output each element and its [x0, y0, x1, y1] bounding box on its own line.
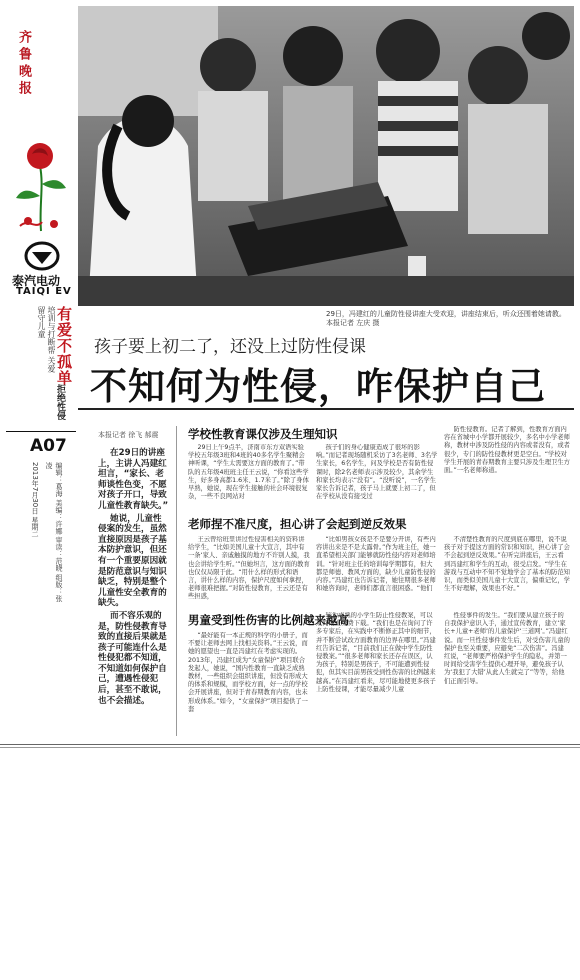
- section-body: 较为成熟的小学生防止性侵教案，可以从网络上免费下载。“我们也是在询问了许多专家后，在实践中不断修正其中的细节，并不断尝试改方面教育的边界在哪里。”冯建红告诉记者，“目前我们正在做中学生防性侵教案。”“很多老师和家长还存在误区，认为孩子，特别是男孩子，不可能遭到性侵犯，但其实目前男孩受到性伤害的比例越来越高。”在冯建红看来，尽可能地使更多孩子上防性侵课，才能尽量减少儿童: [316, 612, 436, 693]
- lead-column: [98, 448, 170, 708]
- column-divider: [176, 426, 177, 736]
- rose-icon: [6, 126, 76, 236]
- sponsor-logo-icon: [12, 238, 72, 274]
- column-title: 有爱不孤单: [55, 306, 73, 386]
- rail-divider: [6, 431, 76, 432]
- article-headline: 不知何为性侵，咋保护自己: [90, 365, 546, 408]
- photo-illustration: [78, 6, 574, 306]
- section-body: “最好能有一本正规的科学的小册子，而不要让老师去网上找相关资料。”王云说，而她的愿望也一直是冯建红在考虑实现的。2013年，冯建红成为“女童保护”项目联合发起人，她说，“国内性教育一直缺乏成熟教材，一些组织会组织讲座，但没有形成大的体系和规模，而学校方面，好一点的学校会开展讲座，但对于青春期教育内容，也未形成体系。”如今，“女童保护”项目提供了一套: [188, 632, 308, 713]
- column-tag: 拒绝性侵: [55, 384, 65, 420]
- page-bottom-rule: [0, 744, 580, 745]
- column-description: 培训与打断帮 关爱留守儿童: [37, 306, 56, 373]
- lead-paragraph: 她说，儿童性侵案的发生，虽然直接原因是孩子基本防护意识，但还有一个重要原因就是防范意识与知识缺乏，特别是整个儿童性安全教育的缺失。: [98, 513, 167, 609]
- section-body: 29日上午9点半，济南市东方双语实验学校五年级3班和4班的40多名学生聚精会神听课，“学生太需要这方面的教育了。”带队的五年级4班班主任王云说，“你看这些学生，好多身高都1.6米、1.7米了。”除了身体早熟，她说，现在学生接触的社会环境很复杂，一些不良网站对: [188, 444, 309, 501]
- sponsor-name-en: TAIQI EV: [16, 286, 72, 297]
- lead-paragraph: 在29日的讲座上，主讲人冯建红坦言，“家长、老师谈性色变，不愿对孩子开口，导致儿童性教育缺失。”: [98, 448, 169, 511]
- section-title: 男童受到性伤害的比例越来越高: [188, 613, 349, 627]
- section-body: 性侵事件的发生。“我们要从建立孩子的自我保护意识入手，通过宣传教育，建立‘家长+儿童+老师’的儿童保护‘三道网’。”冯建红说。而一旦性侵事件发生后，对受伤害儿童的保护也至关重要，应避免“二次伤害”。冯建红说，“老师要严格保护学生的隐私，并第一时间给受害学生提供心理开导，避免孩子认为‘我犯了大错’从此人生就完了”等等，给他们正面引导。: [444, 612, 570, 685]
- section-body: 孩子们的身心健康造成了很坏的影响。”而记者现场随机采访了3名老师、3名学生家长，6名学生，问及学校是否有防性侵课时，除2名老师表示涉及较少，其余学生和家长均表示“没有”。“没听说”，一名学生家长告诉记者，孩子马上就要上初二了，但在学校从没有接受过: [316, 444, 438, 501]
- section-body: 防性侵教育。记者了解到，性教育方面内容在省城中小学都开展较少，多名中小学老师称，教材中涉及防性侵的内容或者没有，或者很少，专门的防性侵教材更是空白。“学校对学生开展的青春期教育主要只涉及生理卫生方面。”一名老师称道。: [444, 426, 570, 475]
- section-title: 学校性教育课仅涉及生理知识: [188, 427, 338, 441]
- section-title: 老师捏不准尺度，担心讲了会起到逆反效果: [188, 517, 407, 531]
- newspaper-page: [6, 6, 574, 742]
- date-line: 2013年7月30日 星期二: [31, 462, 39, 538]
- news-photo: [78, 6, 574, 306]
- page-bottom-rule: [0, 747, 580, 748]
- lead-paragraph: 而不容乐观的是，防性侵教育导致的直接后果就是孩子可能连什么是性侵犯都不知道，不知道如何保护自己，遭遇性侵犯后，甚至不敢说，也不会描述。: [98, 610, 167, 706]
- paper-name: 齐鲁晚报: [16, 30, 31, 98]
- photo-caption: 29日，冯建红的儿童防性侵讲座大受欢迎，讲座结束后，听众还围着她请教。 本报记者 左庆 摄: [326, 310, 566, 327]
- article-kicker: 孩子要上初二了，还没上过防性侵课: [94, 337, 366, 357]
- section-body: 不清楚性教育的尺度到底在哪里，说不说孩子对于提这方面的常识和知识，担心讲了会不会起到逆反效果。”在听完讲座后，王云看到冯建红和学生的互动，很受启发。“学生在游戏与互动中不知不觉地学会了基本的防范知识，而类似美国儿童十大宣言，偏重记忆，学生不好理解，效果也不好。”: [444, 536, 570, 593]
- left-rail: [6, 6, 76, 742]
- staff-line: 编辑：葛海 美编：许娜 审读：范晓 组版：张凌: [45, 462, 63, 602]
- headline-rule: [78, 408, 574, 410]
- article-byline: 本报记者 徐飞 郝震: [98, 431, 159, 439]
- section-body: 王云曾给班里讲过性侵害相关的资料讲给学生，“比如美国儿童十大宣言，其中有一条‘家人、亲戚触摸的地方不许别人摸，我也会讲给学生听。’”但她坦言，这方面的教育也仅仅局限于此。“用什么样的形式和语言，讲什么样的内容，保护尺度如何拿捏，老师很难把握。”对防性侵教育，王云还是有些担惑，: [188, 536, 310, 601]
- section-body: “比如男孩女孩是不是要分开讲，有些内容讲出来是不是太露骨。”作为班主任，她一直希望相关部门能够就防性侵内容对老师培训。“针对班主任的培训每学期都有，但大都是师德、教风方面的，缺少儿童防性侵的内容。”冯建红也告诉记者，她往期很多老师和她咨询时，老师们都直言很困惑。“他们: [316, 536, 436, 593]
- page-number: A07: [30, 436, 67, 456]
- sponsor-name-cn: 泰汽电动: [12, 274, 61, 288]
